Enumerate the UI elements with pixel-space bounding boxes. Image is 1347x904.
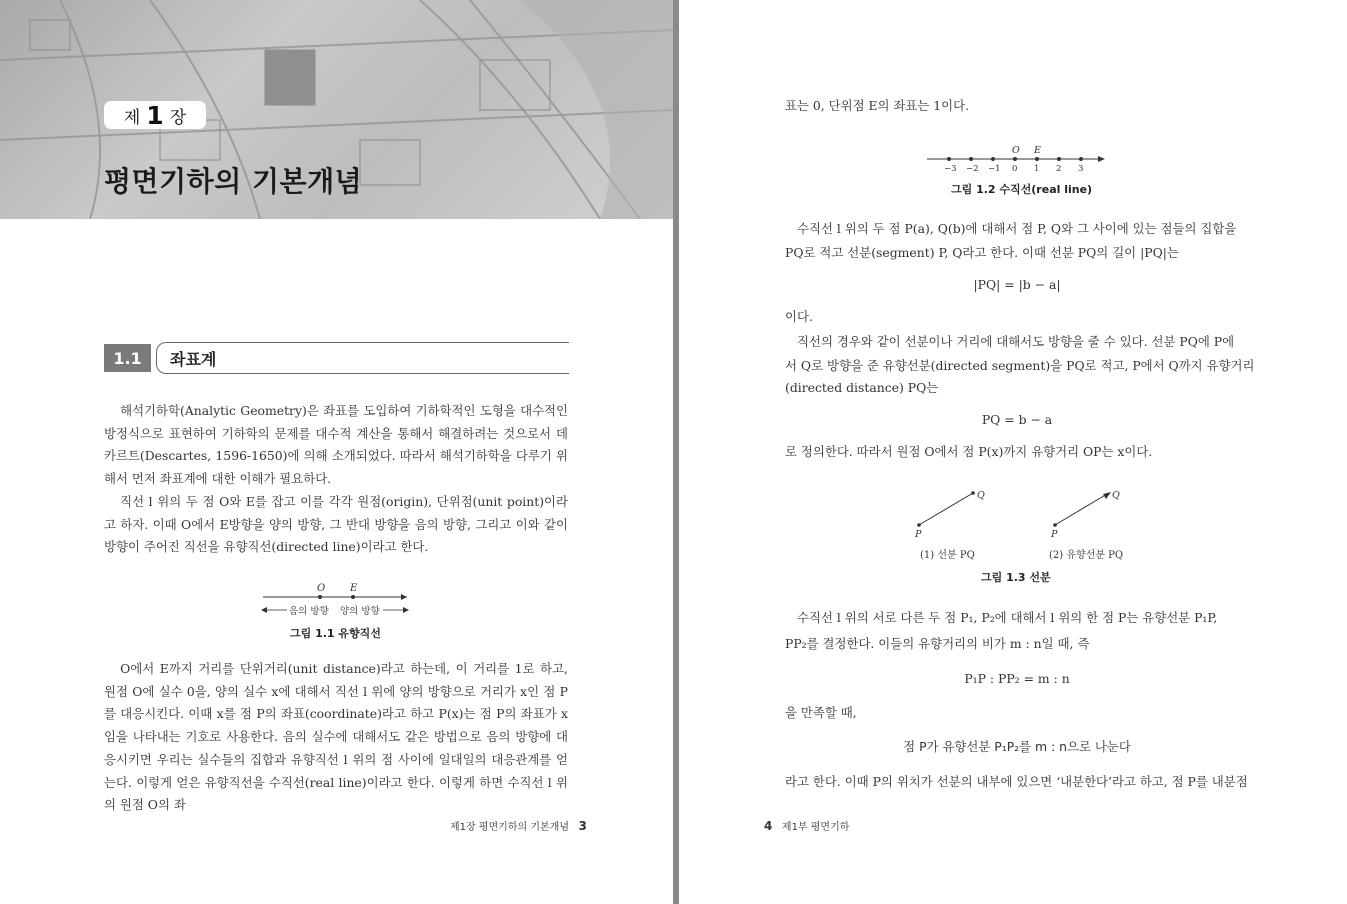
right-para2-line2: 서 Q로 방향을 준 유향선분(directed segment)을 PQ로 적고, P에서 Q까지 유향거리: [785, 358, 1255, 373]
body-text-block-2: [104, 658, 568, 817]
label-e: E: [1034, 145, 1041, 156]
figure-real-line: [925, 142, 1110, 176]
label-o: O: [1012, 145, 1020, 156]
equation-ratio: P₁P : PP₂ = m : n: [964, 671, 1070, 686]
tick-label: −2: [966, 164, 979, 174]
right-footer: [764, 818, 849, 833]
chapter-number-badge: [104, 101, 206, 129]
tick-label: 0: [1012, 164, 1018, 174]
running-head-left: 제1장 평면기하의 기본개념: [450, 822, 569, 833]
figure-segments: [909, 485, 1139, 545]
point-q: Q: [977, 490, 985, 501]
tick-label: 3: [1078, 164, 1084, 174]
chapter-banner: [0, 0, 673, 219]
left-page: [0, 0, 673, 904]
chapter-number: 1: [146, 100, 164, 130]
figure-1-2-caption: 그림 1.2 수직선(real line): [951, 183, 1093, 196]
chapter-prefix: 제: [123, 107, 141, 128]
right-para1-line2: PQ로 적고 선분(segment) P, Q라고 한다. 이때 선분 PQ의 길이 |PQ|는: [785, 245, 1179, 260]
chapter-title: 평면기하의 기본개념: [104, 165, 363, 198]
label-e: E: [350, 583, 358, 594]
positive-direction-label: 양의 방향: [340, 606, 380, 617]
tick-label: −3: [944, 164, 957, 174]
subfigure-label-directed-segment: (2) 유향선분 PQ: [1049, 550, 1124, 561]
right-para1-line1: 수직선 l 위의 두 점 P(a), Q(b)에 대해서 점 P, Q와 그 사이에 있는 점들의 집합을: [797, 221, 1237, 236]
tick-label: 2: [1056, 164, 1062, 174]
right-line-4: 을 만족할 때,: [785, 705, 857, 720]
subfigure-label-segment: (1) 선분 PQ: [920, 550, 975, 561]
paragraph-analytic-geometry: 해석기하학(Analytic Geometry)은 좌표를 도입하여 기하학적인 도형을 대수적인 방정식으로 표현하여 기하학의 문제를 대수적 계산을 통해서 해결하려는 것으로서 데카르트(Descartes, 1596-1650)에 의해 소개되었다. 따라서 해석기하학을 다루기 위해서 먼저 좌표계에 대한 이해가 필요하다.: [104, 403, 568, 487]
left-footer: [450, 818, 587, 833]
running-head-right: 제1부 평면기하: [781, 822, 850, 833]
right-line-6: 라고 한다. 이때 P의 위치가 선분의 내부에 있으면 ‘내분한다’라고 하고, 점 P를 내분점: [785, 774, 1248, 789]
segment-diagram: [909, 485, 1139, 545]
section-title: 좌표계: [170, 350, 217, 369]
right-para3-line2: PP₂를 결정한다. 이들의 유향거리의 비가 m : n일 때, 즉: [785, 636, 1090, 651]
chapter-suffix: 장: [169, 107, 187, 128]
section-title-box: [156, 342, 569, 374]
figure-1-3-caption: 그림 1.3 선분: [981, 571, 1051, 584]
right-line-ida: 이다.: [785, 309, 813, 324]
equation-length: |PQ| = |b − a|: [973, 277, 1061, 292]
page-number-right: 4: [764, 819, 773, 833]
definition-divides: 점 P가 유향선분 P₁P₂를 m : n으로 나눈다: [903, 739, 1131, 754]
tick-label: 1: [1034, 164, 1040, 174]
right-para2-line3: (directed distance) PQ는: [785, 380, 939, 395]
label-o: O: [317, 583, 326, 594]
figure-1-1-caption: 그림 1.1 유향직선: [290, 627, 381, 640]
point-p: P: [915, 529, 922, 540]
right-para3-line1: 수직선 l 위의 서로 다른 두 점 P₁, P₂에 대해서 l 위의 한 점 P는 유향선분 P₁P,: [797, 610, 1218, 625]
real-line-diagram: [925, 142, 1110, 176]
right-para2-line1: 직선의 경우와 같이 선분이나 거리에 대해서도 방향을 줄 수 있다. 선분 PQ에 P에: [797, 334, 1235, 349]
body-text-block-1: [104, 400, 568, 559]
right-line-3: 로 정의한다. 따라서 원점 O에서 점 P(x)까지 유향거리 OP는 x이다.: [785, 444, 1153, 459]
equation-directed-distance: PQ = b − a: [981, 412, 1053, 427]
paragraph-directed-line: 직선 l 위의 두 점 O와 E를 잡고 이를 각각 원점(origin), 단위점(unit point)이라고 하자. 이때 O에서 E방향을 양의 방향, 그 반대 방향을 음의 방향, 그리고 이와 같이 방향이 주어진 직선을 유향직선(directed line)이라고 한다.: [104, 493, 568, 555]
tick-label: −1: [988, 164, 1001, 174]
paragraph-real-line: O에서 E까지 거리를 단위거리(unit distance)라고 하는데, 이 거리를 1로 하고, 원점 O에 실수 0을, 양의 실수 x에 대해서 직선 l 위에 양의 방향으로 거리가 x인 점 P를 대응시킨다. 이때 x를 점 P의 좌표(coordinate)라고 하고 P(x)는 점 P의 좌표가 x임을 나타내는 기호로 사용한다. 음의 실수에 대해서도 같은 방법으로 음의 방향에 대응시키면 우리는 실수들의 집합과 유향직선 l 위의 점 사이에 일대일의 대응관계를 얻는다. 이렇게 얻은 유향직선을 수직선(real line)이라고 한다. 이렇게 하면 수직선 l 위의 원점 O의 좌: [104, 661, 568, 813]
point-q: Q: [1112, 490, 1120, 501]
page-number-left: 3: [578, 819, 587, 833]
section-number: 1.1: [104, 344, 151, 372]
section-header: [104, 342, 568, 374]
negative-direction-label: 음의 방향: [289, 606, 329, 617]
directed-line-diagram: [255, 580, 415, 620]
point-p: P: [1051, 529, 1058, 540]
right-line-1: 표는 0, 단위점 E의 좌표는 1이다.: [785, 98, 970, 113]
right-page: [679, 0, 1347, 904]
